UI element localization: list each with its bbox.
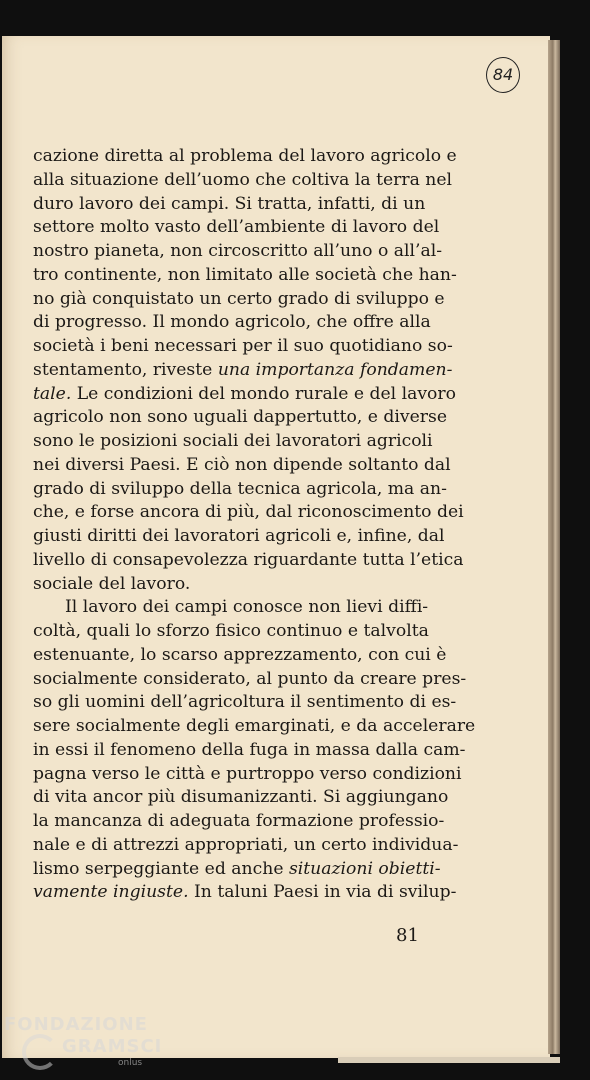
text-segment: nei diversi Paesi. E ciò non dipende soltanto dal bbox=[33, 454, 451, 475]
text-segment: nostro pianeta, non circoscritto all’uno o all’al- bbox=[33, 241, 443, 261]
text-segment: livello di consapevolezza riguardante tutta l’etica bbox=[33, 549, 464, 570]
text-segment: sono le posizioni sociali dei lavoratori agricoli bbox=[33, 431, 433, 451]
text-line bbox=[33, 359, 453, 383]
text-line bbox=[33, 739, 466, 763]
text-line bbox=[33, 501, 464, 525]
text-segment: la mancanza di adeguata formazione professio- bbox=[33, 811, 445, 831]
text-line bbox=[33, 240, 443, 264]
text-segment: Le condizioni del mondo rurale e del lavoro bbox=[71, 383, 456, 404]
page-edge bbox=[548, 40, 560, 1054]
text-line bbox=[33, 525, 445, 549]
watermark-line1: FONDAZIONE bbox=[4, 1014, 148, 1035]
text-segment: sociale del lavoro. bbox=[33, 573, 191, 594]
text-line bbox=[33, 549, 464, 573]
text-line bbox=[33, 454, 451, 478]
text-segment: grado di sviluppo della tecnica agricola, ma an- bbox=[33, 478, 447, 499]
text-segment: società i beni necessari per il suo quotidiano so- bbox=[33, 336, 453, 356]
text-line bbox=[33, 573, 418, 597]
text-line bbox=[33, 786, 449, 810]
text-segment: sere socialmente degli emarginati, e da accelerare bbox=[33, 716, 476, 736]
text-line bbox=[33, 834, 459, 858]
text-line bbox=[33, 288, 445, 312]
text-line bbox=[33, 216, 440, 240]
text-segment: nale e di attrezzi appropriati, un certo individua- bbox=[33, 834, 459, 855]
text-line bbox=[33, 620, 429, 644]
handwritten-folio-number: 84 bbox=[486, 57, 520, 93]
text-segment: in essi il fenomeno della fuga in massa dalla cam- bbox=[33, 739, 466, 760]
italic-text: una importanza fondamen- bbox=[217, 359, 453, 380]
italic-text: situazioni obietti- bbox=[288, 858, 441, 879]
text-segment: agricolo non sono uguali dappertutto, e diverse bbox=[33, 407, 448, 428]
text-line bbox=[33, 810, 445, 834]
text-line bbox=[33, 406, 448, 430]
text-segment: In taluni Paesi in via di svilup- bbox=[188, 882, 457, 903]
text-line bbox=[33, 264, 457, 288]
page-bottom-edge bbox=[338, 1057, 560, 1063]
text-line bbox=[33, 193, 426, 217]
text-segment: che, e forse ancora di più, dal riconoscimento dei bbox=[33, 502, 464, 523]
body-text bbox=[33, 145, 476, 905]
text-line bbox=[33, 335, 453, 359]
text-segment: stentamento, riveste bbox=[33, 359, 218, 380]
italic-text: vamente ingiuste. bbox=[33, 882, 189, 903]
text-segment: tro continente, non limitato alle società che han- bbox=[33, 264, 457, 285]
text-line bbox=[33, 383, 456, 407]
watermark-suffix: onlus bbox=[118, 1058, 143, 1068]
text-line bbox=[33, 311, 431, 335]
text-line bbox=[33, 858, 441, 882]
italic-text: tale. bbox=[33, 383, 72, 404]
text-segment: socialmente considerato, al punto da creare pres- bbox=[33, 668, 467, 689]
text-segment: estenuante, lo scarso apprezzamento, con cui è bbox=[33, 644, 447, 665]
text-segment: coltà, quali lo sforzo fisico continuo e talvolta bbox=[33, 621, 429, 641]
text-segment: di vita ancor più disumanizzanti. Si aggiungano bbox=[33, 787, 449, 808]
text-line bbox=[33, 169, 453, 193]
watermark-line2: GRAMSCI bbox=[62, 1036, 163, 1057]
text-segment: alla situazione dell’uomo che coltiva la terra nel bbox=[33, 169, 453, 190]
text-segment: Il lavoro dei campi conosce non lievi diffi- bbox=[65, 597, 429, 618]
text-line bbox=[33, 691, 457, 715]
text-segment: cazione diretta al problema del lavoro agricolo e bbox=[33, 146, 457, 166]
text-line bbox=[33, 763, 462, 787]
text-segment: duro lavoro dei campi. Si tratta, infatti, di un bbox=[33, 193, 426, 214]
text-segment: settore molto vasto dell’ambiente di lavoro del bbox=[33, 217, 440, 238]
text-line bbox=[33, 644, 447, 668]
watermark-logo-icon bbox=[22, 1034, 58, 1070]
text-line bbox=[33, 430, 433, 454]
text-segment: di progresso. Il mondo agricolo, che offre alla bbox=[33, 312, 431, 333]
text-line bbox=[33, 478, 447, 502]
text-line bbox=[33, 881, 457, 905]
text-segment: lismo serpeggiante ed anche bbox=[33, 858, 289, 879]
text-line bbox=[33, 668, 467, 692]
text-line bbox=[33, 715, 476, 739]
text-segment: no già conquistato un certo grado di sviluppo e bbox=[33, 288, 445, 309]
page-number: 81 bbox=[396, 925, 419, 946]
text-segment: giusti diritti dei lavoratori agricoli e, infine, dal bbox=[33, 526, 445, 546]
text-line bbox=[33, 145, 457, 169]
text-line bbox=[33, 596, 429, 620]
text-segment: pagna verso le città e purtroppo verso condizioni bbox=[33, 763, 462, 784]
text-segment: so gli uomini dell’agricoltura il sentimento di es- bbox=[33, 692, 457, 713]
